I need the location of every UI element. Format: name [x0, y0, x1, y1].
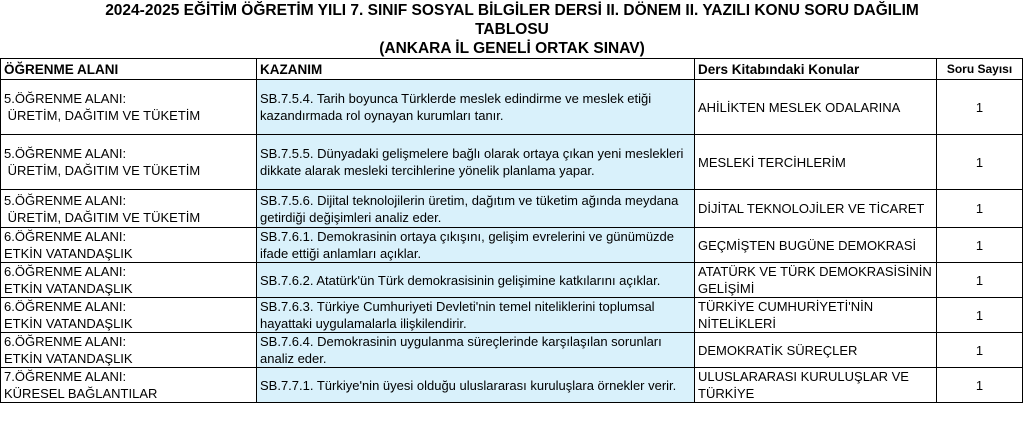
table-row [1, 333, 1023, 368]
cell-area [1, 190, 257, 228]
table-row [1, 298, 1023, 333]
cell-area [1, 228, 257, 263]
cell-count: 1 [937, 298, 1023, 333]
header-kazanim: KAZANIM [257, 59, 695, 80]
cell-konu: ULUSLARARASI KURULUŞLAR VE TÜRKİYE [695, 368, 937, 403]
cell-konu: DİJİTAL TEKNOLOJİLER VE TİCARET [695, 190, 937, 228]
area-number: 7.ÖĞRENME ALANI: [4, 369, 127, 384]
cell-count: 1 [937, 333, 1023, 368]
area-name: ETKİN VATANDAŞLIK [4, 246, 133, 261]
cell-konu: DEMOKRATİK SÜREÇLER [695, 333, 937, 368]
table-row [1, 263, 1023, 298]
cell-konu: AHİLİKTEN MESLEK ODALARINA [695, 80, 937, 135]
cell-area [1, 333, 257, 368]
cell-area [1, 298, 257, 333]
area-name: ETKİN VATANDAŞLIK [4, 351, 133, 366]
cell-count: 1 [937, 263, 1023, 298]
cell-konu: GEÇMİŞTEN BUGÜNE DEMOKRASİ [695, 228, 937, 263]
area-name: KÜRESEL BAĞLANTILAR [4, 386, 158, 401]
area-number: 5.ÖĞRENME ALANI: [4, 91, 127, 106]
area-name: ÜRETİM, DAĞITIM VE TÜKETİM [4, 209, 201, 225]
table-header-row [1, 59, 1023, 80]
cell-kazanim: SB.7.6.3. Türkiye Cumhuriyeti Devleti'nin temel niteliklerini toplumsal hayattaki uygulamalarla ilişkilendirir. [257, 298, 695, 333]
cell-kazanim: SB.7.7.1. Türkiye'nin üyesi olduğu uluslararası kuruluşlara örnekler verir. [257, 368, 695, 403]
cell-area [1, 263, 257, 298]
area-number: 5.ÖĞRENME ALANI: [4, 192, 127, 208]
cell-kazanim: SB.7.6.4. Demokrasinin uygulanma süreçlerinde karşılaşılan sorunları analiz eder. [257, 333, 695, 368]
cell-kazanim: SB.7.6.1. Demokrasinin ortaya çıkışını, gelişim evrelerini ve günümüzde ifade ettiği anlamları açıklar. [257, 228, 695, 263]
area-name: ETKİN VATANDAŞLIK [4, 281, 133, 296]
topic-distribution-table [0, 58, 1023, 403]
table-row [1, 135, 1023, 190]
cell-count: 1 [937, 135, 1023, 190]
cell-count: 1 [937, 368, 1023, 403]
title-line-2: TABLOSU [475, 21, 549, 38]
title-line-1: 2024-2025 EĞİTİM ÖĞRETİM YILI 7. SINIF SOSYAL BİLGİLER DERSİ II. DÖNEM II. YAZILI KONU SORU DAĞILIM [105, 2, 919, 19]
cell-konu: TÜRKİYE CUMHURİYETİ'NİN NİTELİKLERİ [695, 298, 937, 333]
cell-count: 1 [937, 190, 1023, 228]
area-number: 6.ÖĞRENME ALANI: [4, 334, 127, 349]
cell-area [1, 80, 257, 135]
area-number: 6.ÖĞRENME ALANI: [4, 299, 127, 314]
table-row [1, 368, 1023, 403]
cell-kazanim: SB.7.5.6. Dijital teknolojilerin üretim, dağıtım ve tüketim ağında meydana getirdiği değişimleri analiz eder. [257, 190, 695, 228]
table-body [1, 80, 1023, 403]
cell-konu: MESLEKİ TERCİHLERİM [695, 135, 937, 190]
area-number: 5.ÖĞRENME ALANI: [4, 146, 127, 161]
cell-kazanim: SB.7.5.5. Dünyadaki gelişmelere bağlı olarak ortaya çıkan yeni meslekleri dikkate alarak mesleki tercihlerine yönelik planlama yapar. [257, 135, 695, 190]
cell-kazanim: SB.7.5.4. Tarih boyunca Türklerde meslek edindirme ve meslek etiği kazandırmada rol oynayan kurumları tanır. [257, 80, 695, 135]
cell-area [1, 368, 257, 403]
document-title [0, 0, 1024, 58]
area-number: 6.ÖĞRENME ALANI: [4, 229, 127, 244]
header-area: ÖĞRENME ALANI [1, 59, 257, 80]
cell-count: 1 [937, 228, 1023, 263]
cell-kazanim: SB.7.6.2. Atatürk'ün Türk demokrasisinin gelişimine katkılarını açıklar. [257, 263, 695, 298]
table-row [1, 190, 1023, 228]
cell-konu: ATATÜRK VE TÜRK DEMOKRASİSİNİN GELİŞİMİ [695, 263, 937, 298]
title-line-3: (ANKARA İL GENELİ ORTAK SINAV) [379, 40, 645, 57]
table-row [1, 80, 1023, 135]
table-row [1, 228, 1023, 263]
cell-area [1, 135, 257, 190]
header-konu: Ders Kitabındaki Konular [695, 59, 937, 80]
header-count: Soru Sayısı [937, 59, 1023, 80]
area-name: ETKİN VATANDAŞLIK [4, 316, 133, 331]
area-name: ÜRETİM, DAĞITIM VE TÜKETİM [4, 163, 201, 178]
area-name: ÜRETİM, DAĞITIM VE TÜKETİM [4, 108, 201, 123]
area-number: 6.ÖĞRENME ALANI: [4, 264, 127, 279]
cell-count: 1 [937, 80, 1023, 135]
